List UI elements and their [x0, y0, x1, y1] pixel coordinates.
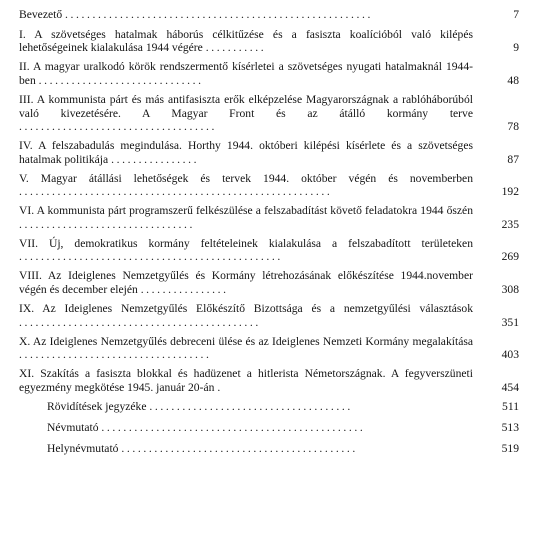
dot-leader: ................................	[19, 217, 195, 231]
toc-page-number: 192	[501, 185, 519, 199]
toc-entry-chapter-7	[19, 237, 519, 264]
dot-leader: ...................................	[19, 348, 212, 362]
toc-page-number: 511	[502, 399, 519, 413]
dot-leader: ................	[111, 152, 200, 166]
table-of-contents	[19, 8, 519, 463]
toc-page-number: 519	[501, 442, 519, 456]
toc-entry-place-index	[19, 442, 519, 456]
toc-entry-title: IV. A felszabadulás megindulása. Horthy 1944. októberi kilépési kísérlete és a szövetséges hatalmak politikája	[19, 139, 473, 166]
toc-entry-chapter-2	[19, 60, 519, 87]
toc-page-number: 308	[501, 283, 519, 297]
dot-leader: .....................................	[149, 399, 353, 413]
toc-entry-title: III. A kommunista párt és más antifasiszta erők elképzelése Magyarországnak a rablóháborúból való kivezetésére. A Magyar Front és az átálló kormány terve	[19, 92, 473, 120]
toc-entry-chapter-8	[19, 269, 519, 296]
toc-entry-title: Rövidítések jegyzéke	[47, 399, 147, 413]
dot-leader: .........................................................	[19, 185, 333, 199]
toc-entry-title: Bevezető	[19, 8, 63, 21]
dot-leader: ........................................................	[65, 8, 373, 21]
toc-entry-chapter-3	[19, 93, 519, 134]
toc-entry-chapter-6	[19, 204, 519, 231]
dot-leader: ....................................	[19, 120, 217, 134]
toc-entry-title: X. Az Ideiglenes Nemzetgyűlés debreceni ülése és az Ideiglenes Nemzeti Kormány megalakítása	[19, 334, 473, 348]
toc-entry-title: Névmutató	[47, 420, 99, 434]
toc-entry-title: XI. Szakítás a fasiszta blokkal és hadüzenet a hitlerista Németországnak. A fegyverszüneti egyezmény megkötése 1945. január 20-án	[19, 367, 473, 394]
toc-entry-bevezeto	[19, 8, 519, 22]
dot-leader: ................................................	[101, 420, 366, 434]
toc-page-number: 351	[501, 315, 519, 329]
toc-entry-chapter-9	[19, 302, 519, 329]
dot-leader: ................	[140, 283, 229, 297]
toc-entry-title: I. A szövetséges hatalmak háborús célkitűzése és a fasiszta koalícióból való kilépés lehetőségeinek kialakulása 1944 végére	[19, 27, 473, 55]
dot-leader: ...........................................	[121, 442, 358, 456]
toc-page-number: 78	[507, 120, 519, 134]
toc-page-number: 48	[507, 73, 519, 87]
toc-page-number: 454	[501, 380, 519, 394]
toc-page-number: 7	[513, 8, 519, 21]
dot-leader: ................................................	[19, 250, 283, 264]
dot-leader: ...........	[205, 41, 267, 55]
toc-page-number: 513	[501, 420, 519, 434]
toc-entry-title: VIII. Az Ideiglenes Nemzetgyűlés és Kormány létrehozásának előkészítése 1944.november végén és december elején	[19, 269, 473, 297]
toc-entry-title: VI. A kommunista párt programszerű felkészülése a felszabadítást követő feladatokra 1944 őszén	[19, 204, 473, 218]
toc-entry-chapter-1	[19, 28, 519, 55]
toc-entry-title: V. Magyar átállási lehetőségek és tervek 1944. október végén és novemberben	[19, 171, 473, 185]
toc-entry-abbreviations	[19, 400, 519, 414]
toc-entry-title: Helynévmutató	[47, 442, 119, 456]
toc-entry-title: VII. Új, demokratikus kormány feltételeinek kialakulása a felszabadított területeken	[19, 236, 473, 250]
toc-page-number: 403	[501, 348, 519, 362]
toc-page-number: 235	[501, 217, 519, 231]
toc-entry-chapter-4	[19, 139, 519, 166]
toc-page-number: 9	[513, 41, 519, 55]
dot-leader: ............................................	[19, 315, 261, 329]
toc-entry-title: II. A magyar uralkodó körök rendszermentő kísérletei a szövetséges nyugati hatalmaknál 1944-ben	[19, 60, 473, 87]
toc-entry-name-index	[19, 421, 519, 435]
toc-page-number: 87	[507, 152, 519, 166]
toc-page-number: 269	[501, 250, 519, 264]
dot-leader: .	[217, 380, 223, 394]
toc-entry-chapter-5	[19, 172, 519, 199]
toc-entry-chapter-11	[19, 367, 519, 394]
toc-entry-title: IX. Az Ideiglenes Nemzetgyűlés Előkészítő Bizottsága és a nemzetgyűlési választások	[19, 302, 473, 315]
dot-leader: ..............................	[38, 73, 204, 87]
toc-entry-chapter-10	[19, 335, 519, 362]
